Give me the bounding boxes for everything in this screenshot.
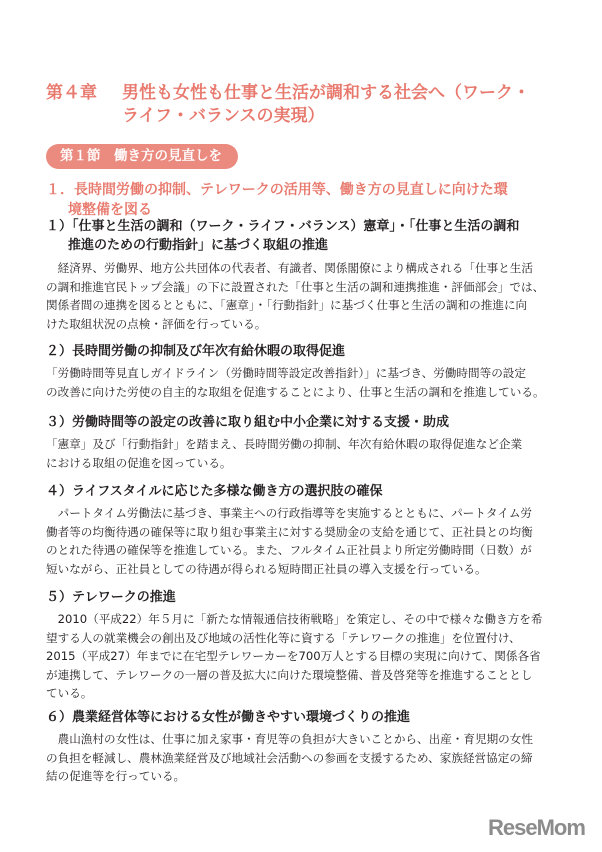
body-line: のとれた待遇の確保等を推進している。また、フルタイム正社員より所定労働時間（日数）が — [46, 543, 532, 558]
body-line: 2010（平成22）年５月に「新たな情報通信技術戦略」を策定し、その中で様々な働き方を希 — [46, 612, 543, 626]
title-line: 推進のための行動指針」に基づく取組の推進 — [68, 237, 329, 253]
watermark-logo: ReseMom — [488, 815, 585, 840]
title-line: １）「仕事と生活の調和（ワーク・ライフ・バランス）憲章」・「仕事と生活の調和 — [46, 219, 520, 234]
body-line: 短いながら、正社員としての待遇が得られる短時間正社員の導入支援を行っている。 — [46, 561, 487, 576]
chapter-title — [46, 82, 530, 128]
item-5-title: ５）テレワークの推進 — [46, 590, 176, 605]
body-line: の改善に向けた労使の自主的な取組を促進することにより、仕事と生活の調和を推進している。 — [46, 384, 545, 399]
chapter-title-line: 男性も女性も仕事と生活が調和する社会へ（ワーク・ — [122, 83, 530, 103]
body-line: 関係者間の連携を図るとともに、「憲章」・「行動指針」に基づく仕事と生活の調和の推進に向 — [46, 298, 528, 313]
item-5-body — [46, 610, 558, 703]
item-3-title: ３）労働時間等の設定の改善に取り組む中小企業に対する支援・助成 — [46, 415, 450, 430]
body-line: の調和推進官民トップ会議」の下に設置された「仕事と生活の調和連携推進・評価部会」では、 — [46, 279, 545, 294]
item-1-body — [46, 259, 558, 333]
body-line: 経済界、労働界、地方公共団体の代表者、有識者、関係閣僚により構成される「仕事と生活 — [46, 261, 533, 275]
body-line: 2015（平成27）年までに在宅型テレワーカーを700万人とする目標の実現に向けて、関係各省 — [46, 649, 541, 664]
item-4-body — [46, 504, 558, 578]
body-line: が連携して、テレワークの一層の普及拡大に向けた環境整備、普及啓発等を推進することとし — [46, 667, 533, 682]
body-line: 「労働時間等見直しガイドライン（労働時間等設定改善指針）」に基づき、労働時間等の設定 — [46, 366, 526, 380]
item-2-body — [46, 364, 558, 401]
body-line: における取組の促進を図っている。 — [46, 455, 232, 470]
body-line: の負担を軽減し、農林漁業経営及び地域社会活動への参画を支援するため、家族経営協定の締 — [46, 750, 533, 765]
body-line: 望する人の就業機会の創出及び地域の活性化等に資する「テレワークの推進」を位置付け、 — [46, 630, 521, 645]
chapter-number: 第４章 — [46, 83, 97, 103]
body-line: パートタイム労働法に基づき、事業主への行政指導等を実施するとともに、パートタイム労 — [46, 506, 533, 520]
chapter-title-line: ライフ・バランスの実現） — [122, 106, 325, 126]
item-6-title: ６）農業経営体等における女性が働きやすい環境づくりの推進 — [46, 710, 411, 725]
item-3-body — [46, 435, 558, 472]
body-line: 結の促進等を行っている。 — [46, 769, 186, 784]
body-line: 農山漁村の女性は、仕事に加え家事・育児等の負担が大きいことから、出産・育児期の女性 — [46, 732, 533, 746]
heading-1 — [46, 180, 508, 220]
item-2-title: ２）長時間労働の抑制及び年次有給休暇の取得促進 — [46, 344, 346, 359]
heading-line: １．長時間労働の抑制、テレワークの活用等、働き方の見直しに向けた環 — [46, 182, 508, 198]
body-line: ている。 — [46, 686, 93, 701]
body-line: けた取組状況の点検・評価を行っている。 — [46, 316, 267, 331]
item-1-title — [46, 218, 519, 255]
section-badge: 第１節 働き方の見直しを — [46, 144, 238, 169]
body-line: 働者等の均衡待遇の確保等に取り組む事業主に対する奨励金の支給を通じて、正社員との均衡 — [46, 524, 533, 539]
item-6-body — [46, 730, 558, 786]
item-4-title: ４）ライフスタイルに応じた多様な働き方の選択肢の確保 — [46, 484, 383, 499]
heading-line: 境整備を図る — [68, 202, 152, 218]
body-line: 「憲章」及び「行動指針」を踏まえ、長時間労働の抑制、年次有給休暇の取得促進など企業 — [46, 437, 523, 451]
